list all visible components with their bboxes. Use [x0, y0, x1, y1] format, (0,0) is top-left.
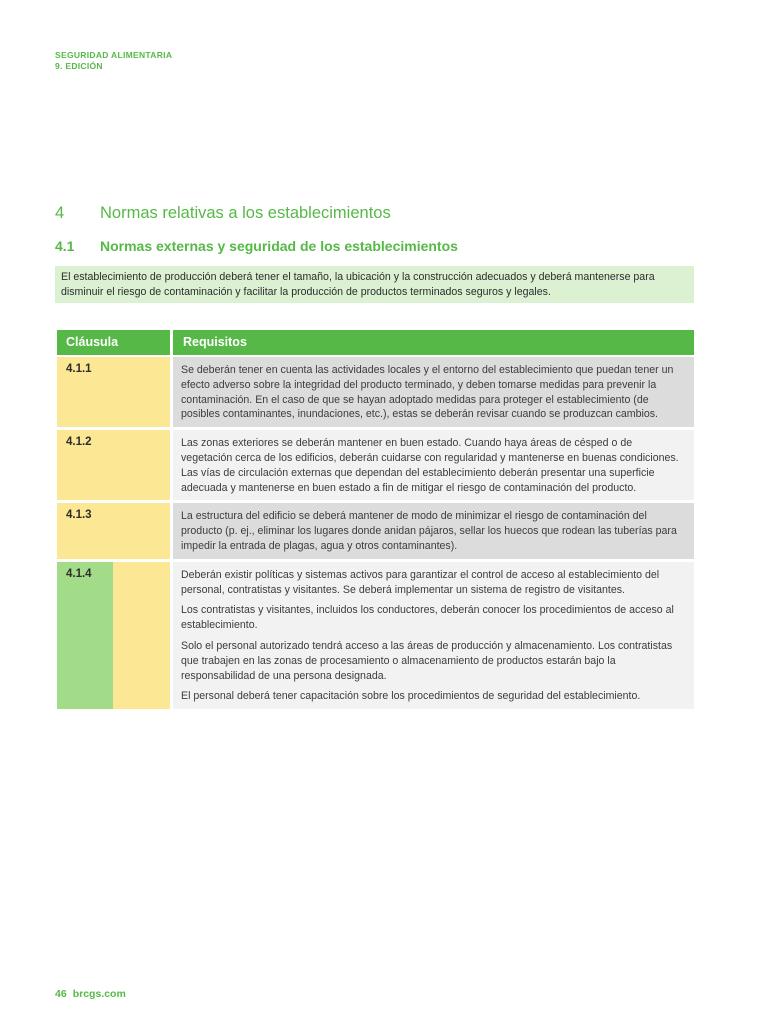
clause-cell-split — [57, 562, 170, 709]
requirement-text: Las zonas exteriores se deberán mantener en buen estado. Cuando haya áreas de césped o de vegetación cerca de los edificios, deberán cuidarse con regularidad y mantenerse en buenas condiciones. Las vías de circulación externas que dependan del establecimiento deberán presentar una superficie adecuada y mantenerse en buen estado a fin de mitigar el riesgo de contaminación del producto. — [181, 437, 679, 494]
running-header — [55, 50, 172, 72]
requirement-text: Deberán existir políticas y sistemas activos para garantizar el control de acceso al establecimiento del personal, contratistas y visitantes. Se deberá implementar un sistema de registro de visitantes. — [181, 568, 660, 596]
table-row — [57, 430, 694, 500]
subsection-title: Normas externas y seguridad de los establecimientos — [100, 238, 458, 254]
subsection-number: 4.1 — [55, 238, 75, 254]
requirement-cell — [173, 430, 694, 500]
clause-column-header: Cláusula — [57, 330, 170, 355]
requirement-text: Solo el personal autorizado tendrá acceso a las áreas de producción y almacenamiento. Los contratistas que trabajen en las zonas de procesamiento o almacenamiento de productos estarán bajo la responsabilidad de una persona designada. — [181, 639, 673, 682]
requirement-cell — [173, 357, 694, 427]
table-row — [57, 503, 694, 558]
requirement-text: Se deberán tener en cuenta las actividades locales y el entorno del establecimiento que puedan tener un efecto adverso sobre la integridad del producto terminado, y deben tomarse medidas para prevenir la contaminación. En el caso de que se hayan adoptado medidas para proteger el establecimiento (de posibles contaminantes, inundaciones, etc.), estas se deberán revisar cuando se produzcan cambios. — [181, 364, 674, 421]
intro-box: El establecimiento de producción deberá tener el tamaño, la ubicación y la construcción adecuados y deberá mantenerse para disminuir el riesgo de contaminación y facilitar la producción de productos terminados seguros y legales. — [55, 266, 694, 303]
running-header-edition: 9. EDICIÓN — [55, 61, 103, 71]
requirement-text: La estructura del edificio se deberá mantener de modo de minimizar el riesgo de contaminación del producto (p. ej., eliminar los lugares donde anidan pájaros, sellar los huecos que rodean las tuberías para impedir la entrada de plagas, agua y otros contaminantes). — [181, 510, 677, 552]
requirement-cell — [173, 503, 694, 558]
running-header-title: SEGURIDAD ALIMENTARIA — [55, 50, 173, 60]
footer-site-link[interactable]: brcgs.com — [72, 988, 126, 1000]
requirement-text: Los contratistas y visitantes, incluidos los conductores, deberán conocer los procedimientos de acceso al establecimiento. — [181, 604, 674, 632]
clause-number: 4.1.3 — [57, 503, 170, 558]
subsection-heading — [55, 238, 458, 254]
clause-number: 4.1.2 — [57, 430, 170, 500]
table-header — [57, 330, 694, 355]
page-number: 46 — [55, 988, 67, 1000]
section-heading — [55, 204, 391, 223]
clause-number: 4.1.4 — [57, 562, 113, 709]
clause-marker — [113, 562, 170, 709]
requirements-column-header: Requisitos — [173, 330, 694, 355]
requirement-text: El personal deberá tener capacitación sobre los procedimientos de seguridad del establecimiento. — [181, 690, 641, 703]
page-footer — [55, 988, 126, 1000]
clause-number: 4.1.1 — [57, 357, 170, 427]
table-row — [57, 562, 694, 709]
section-title: Normas relativas a los establecimientos — [100, 204, 391, 222]
table-row — [57, 357, 694, 427]
requirement-cell — [173, 562, 694, 709]
section-number: 4 — [55, 204, 65, 222]
requirements-table — [57, 330, 694, 709]
